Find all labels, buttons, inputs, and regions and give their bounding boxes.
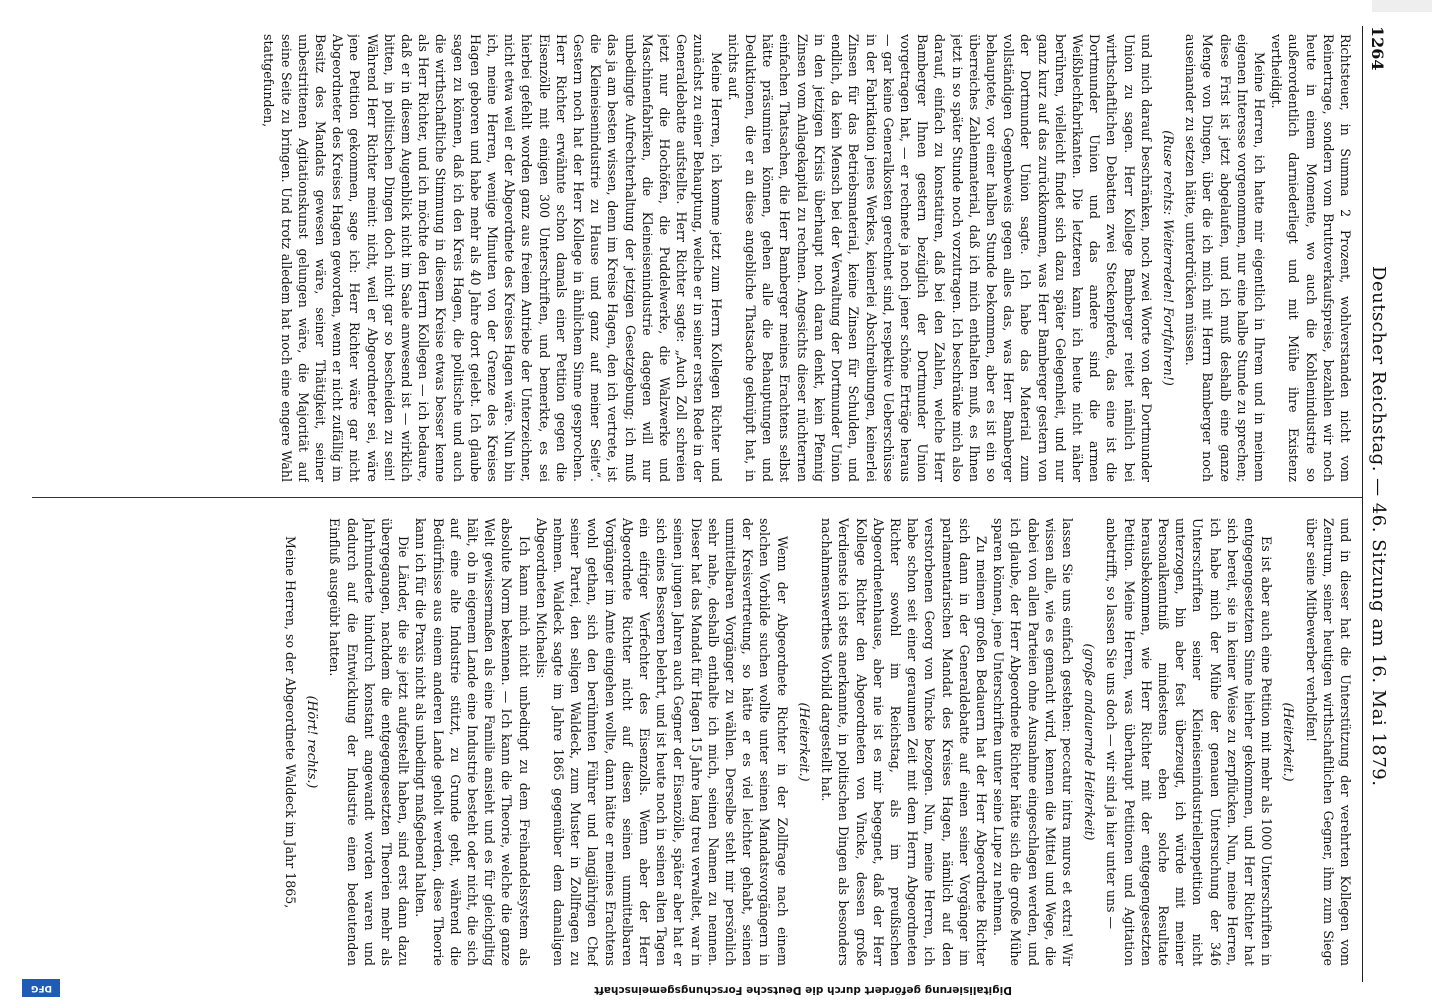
digitization-credit-text: Digitalisierung gefördert durch die Deutsche Forschungsgemeinschaft (594, 984, 1012, 996)
paragraph: Meine Herren, so der Abgeordnete Waldeck im Jahr 1865, (283, 536, 299, 909)
page-header (1362, 26, 1410, 982)
page-number: 1264 (1368, 26, 1387, 71)
dfg-logo: DFG (22, 979, 60, 997)
remark: (Ruse rechts: Weiterreden! Fortfahren!) (1160, 130, 1176, 386)
paragraph: Es ist aber auch eine Petition mit mehr als 1000 Unterschriften in entgegengesetztem Sinne hierher gekommen, und Herr Richter hat sich bereit, sie in keiner Weise zu zerpflücken. Nun, meine Herren, ich habe mich der Mühe der genauen Untersuchung der 346 Unterschriften seiner Kleineisenindustriellenpetition nicht unterzogen, bin aber fest überzeugt, ich würde mit meiner Personalkenntniß mindestens eben solche Resultate herausbekommen, wie Herr Richter mit der entgegengesetzten Petition. Meine Herren, was überhaupt Petitionen und Agitation anbetrifft, so lassen Sie uns doch — wir sind ja hier unter uns — (1104, 518, 1275, 966)
digitization-credit (392, 986, 1012, 998)
remark: (Heiterkeit.) (1281, 702, 1297, 782)
remark: (Heiterkeit.) (796, 702, 812, 782)
paragraph: Wenn der Abgeordnete Richter in der Zollfrage nach einem solchen Vorbilde suchen wollte unter seinen Mandatsvorgängern in der Kreisvertretung, so hätte er es viel leichter gehabt, seinen unmittelbaren Vorgänger zu wählen. Derselbe steht mir persönlich sehr nahe, deshalb enthalte ich mich, seinen Namen zu nennen. Dieser hat das Mandat für Hagen 15 Jahre lang treu verwaltet, war in seinen jungen Jahren auch Gegner der Eisenzölle, später aber hat er sich eines Besseren belehrt, und ist heute noch in seinen alten Tagen ein eifriger Verfechter des Eisenzolls. Wenn aber der Herr Abgeordnete Richter nicht auf diesen seinen unmittelbaren Vorgänger im Amte eingehen wollte, dann hätte er meines Erachtens wohl gethan, sich den berühmten Führer und langjährigen Chef seiner Partei, den seligen Waldeck, zum Muster in Zollfragen zu nehmen. Waldeck sagte im Jahre 1865 gegenüber dem damaligen Abgeordneten Michaelis: (533, 518, 790, 966)
scan-edge (1372, 0, 1432, 12)
column-divider (32, 497, 1362, 498)
quotation: Die Länder, die sie jetzt aufgestellt haben, sind erst dann dazu übergegangen, nachdem die entgegengesetzten Theorien mehr als Jahrhunderte hindurch konstant angewandt worden waren und dadurch auf die Entwicklung der Industrie einen bedeutenden Einfluß ausgeübt hatten. (327, 518, 412, 966)
quotation: Ich kann mich nicht unbedingt zu dem Freihandelssystem als absolute Norm bekennen. — Ich kann die Theorie, welche die ganze Welt gewissermaßen als eine Familie ansieht und es für gleichgiltig hält, ob in eigenem Lande eine Industrie besteht oder nicht, die sich auf eine alte Industrie stützt, zu Grunde geht, während die Bedürfnisse aus einem anderen Lande geholt werden, diese Theorie kann ich für die Praxis nicht als unbedingt maßgebend halten. (413, 518, 532, 966)
paragraph: Richtsteuer, in Summa 2 Prozent, wohlverstanden nicht vom Reinertrage, sondern vom Bruttoverkaufspreise, bezahlen wir noch heute in einem Momente, wo auch die Kohlenindustrie so außerordentlich darniederliegt und mit Mühe ihre Existenz vertheidigt. (1269, 34, 1353, 482)
paragraph: und mich darauf beschränken, noch zwei Worte von der Dortmunder Union zu sagen. Herr Kollege Bamberger reitet nämlich bei wirthschaftlichen Debatten zwei Steckenpferde, das eine ist die Dortmunder Union und das andere sind die armen Weißblechfabrikanten. Die letzteren kann ich heute nicht näher berühren, vielleicht findet sich dazu später Gelegenheit, und nur ganz kurz auf das zurückkommen, was Herr Bamberger gestern von der Dortmunder Union sagte. Ich habe das Material zum vollständigen Gegenbeweis gegen alles das, was Herr Bamberger behauptete, vor einer halben Stunde bekommen, aber es ist ein so überreiches Zahlenmaterial, daß ich mich enthalten muß, es Ihnen jetzt in so später Stunde noch vorzutragen. Ich beschränke mich also darauf, einfach zu konstatiren, daß bei den Zahlen, welche Herr Bamberger Ihnen gestern bezüglich der Dortmunder Union vorgetragen hat, — er rechnete ja noch jener schöne Erträge heraus — gar keine Generalkosten gerechnet sind, respektive Ueberschüsse in der Fabrikation jenes Werkes, keinerlei Abschreibungen, keinerlei Zinsen für das Betriebsmaterial, keine Zinsen für Schulden, und endlich, da kein Mensch bei der Verwaltung der Dortmunder Union in den jetzigen Krisis überhaupt noch daran denkt, kein Pfennig Zinsen vom Anlagekapital zu rechnen. Angesichts dieser nüchternen einfachen Thatsachen, die Herr Bamberger meines Erachtens selbst hätte präsumiren können, gehen alle die Behauptungen und Deduktionen, die er an diese angebliche Thatsache geknüpft hat, in nichts auf. (725, 34, 1154, 482)
right-column (46, 518, 1354, 966)
remark: (große andauernde Heiterkeit) (1082, 643, 1098, 841)
paragraph: lassen Sie uns einfach gestehen: peccatur intra muros et extra! Wir wissen alle, wie es gemacht wird, kennen die Mittel und Wege, die dabei von allen Parteien ohne Ausnahme eingeschlagen werden, und ich glaube, der Herr Abgeordnete Richter hätte sich die große Mühe sparen können, jene Unterschriften unter seine Lupe zu nehmen. (991, 518, 1075, 966)
running-title: Deutscher Reichstag. — 46. Sitzung am 16. Mai 1879. (1368, 266, 1389, 787)
paragraph: Meine Herren, ich hatte mir eigentlich in Ihrem und in meinem eigenen Interesse vorgenommen, nur eine halbe Stunde zu sprechen; diese Frist ist jetzt abgelaufen, und ich muß deshalb eine ganze Menge von Dingen, über die ich mich mit Herrn Bamberger noch auseinander zu setzen hätte, unterdrücken müssen. (1183, 34, 1267, 482)
paragraph: und in dieser hat die Unterstützung der verehrten Kollegen vom Zentrum, seiner heutigen wirthschaftlichen Gegner, ihm zum Siege über seine Mitbewerber verholfen! (1303, 518, 1353, 966)
left-column (54, 34, 1354, 482)
remark: (Hört! rechts.) (305, 695, 321, 789)
paragraph: Meine Herren, ich komme jetzt zum Herrn Kollegen Richter und zunächst zu einer Behauptung, welche er in seiner ersten Rede in der Generaldebatte aufstellte. Herr Richter sagte: „Auch Zoll schreien jetzt nur die Hochöfen, die Puddelwerke, die Walzwerke und Maschinenfabriken, die Kleineisenindustrie dagegen will nur unbedingte Aufrechterhaltung der jetzigen Gesetzgebung; ich muß das ja am besten wissen, denn im Kreise Hagen, den ich vertrete, ist die Kleineisenindustrie zu Hause und ganz auf meiner Seite“. Gestern noch hat der Herr Kollege in ähnlichem Sinne gesprochen. Herr Richter erwähnte schon damals einer Petition gegen die Eisenzölle mit einigen 300 Unterschriften, und bemerkte, es sei hierbei gefehlt worden ganz aus freiem Antriebe der Unterzeichner, nicht etwa weil er der Abgeordnete des Kreises Hagen wäre. Nun bin ich, meine Herren, wenige Minuten von der Grenze des Kreises Hagen geboren und habe mehr als 40 Jahre dort gelebt. Ich glaube sagen zu können, daß ich den Kreis Hagen, die politische und auch die wirthschaftliche Stimmung in diesem Kreise etwas besser kenne als Herr Richter, und ich möchte den Herrn Kollegen — ich bedaure, daß er in diesem Augenblick nicht im Saale anwesend ist — wirklich bitten, in politischen Dingen doch nicht gar so bescheiden zu sein! Während Herr Richter meint: nicht, weil er Abgeordneter sei, wäre jene Petition gekommen, sage ich: Herr Richter wäre gar nicht Abgeordneter des Kreises Hagen geworden, wenn er nicht zufällig im Besitz des Mandats gewesen wäre, seiner Thätigkeit, seiner unbestrittenen Agitationskunst gelungen wäre, die Majorität auf seine Seite zu bringen. Und trotz alledem hat noch eine engere Wahl stattgefunden, (261, 34, 724, 482)
paragraph: Zu meinem großen Bedauern hat der Herr Abgeordnete Richter sich dann in der Generaldebatte auf einen seiner Vorgänger im parlamentarischen Mandat des Kreises Hagen, nämlich auf den verstorbenen Georg von Vincke bezogen. Nun, meine Herren, ich habe schon seit einer geraumen Zeit mit dem Herrn Abgeordneten Richter sowohl im Reichstag, als im preußischen Abgeordnetenhause, aber nie ist es mir begegnet, daß der Herr Kollege Richter den Abgeordneten von Vincke, dessen große Verdienste ich stets anerkannte, in politischen Dingen als besonders nachahmenswerthes Vorbild dargestellt hat. (819, 518, 989, 966)
